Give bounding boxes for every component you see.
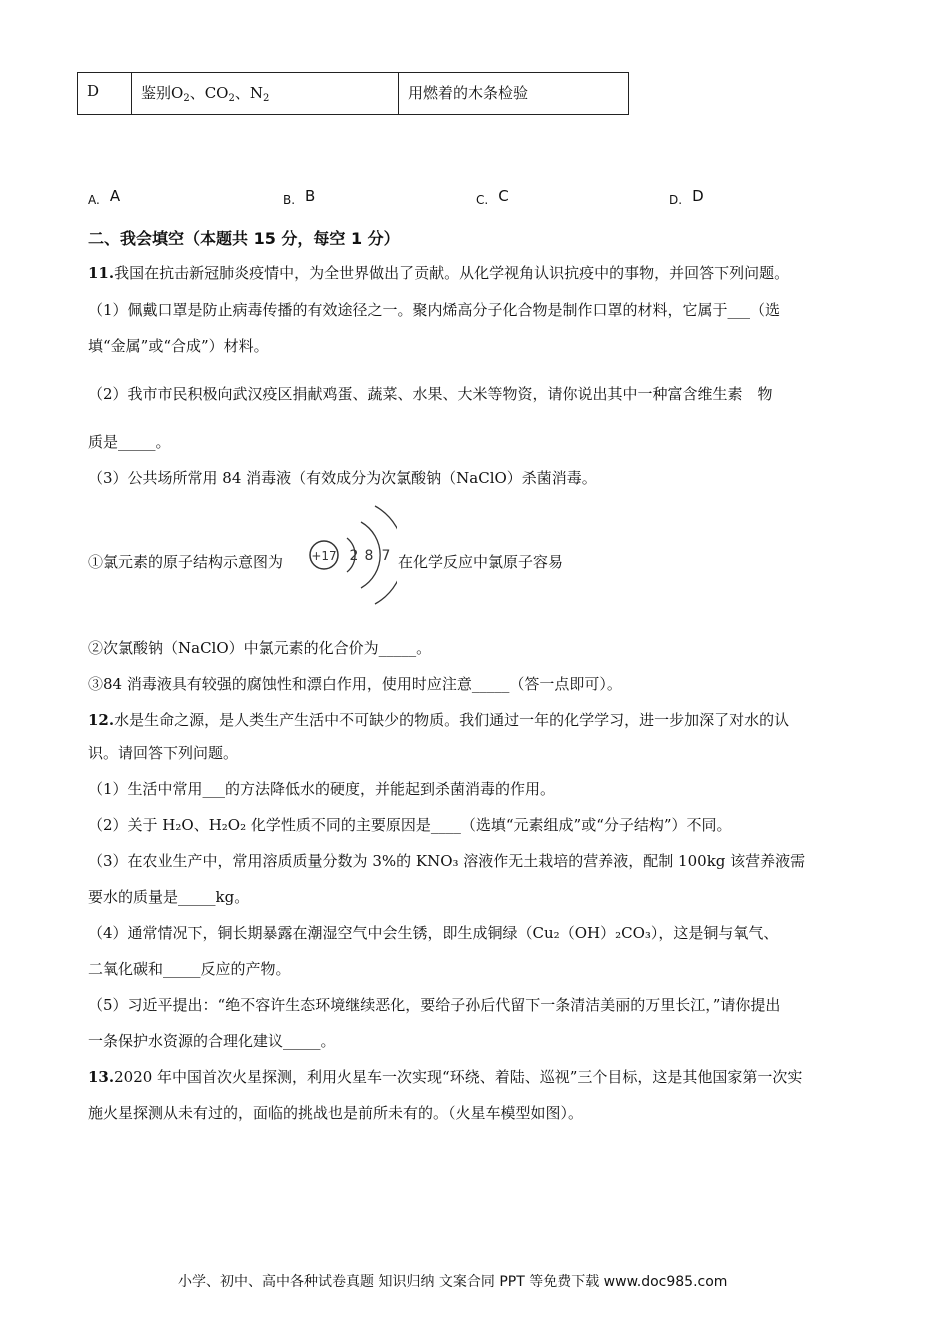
choice-value: A bbox=[109, 187, 121, 205]
choice-b[interactable] bbox=[283, 187, 316, 208]
q12-stem-line1 bbox=[88, 709, 789, 730]
experiment-text-2: 、CO bbox=[189, 84, 229, 102]
section-title: 二、我会填空（本题共 15 分，每空 1 分） bbox=[88, 229, 400, 248]
atom-nucleus-label: +17 bbox=[311, 549, 337, 563]
question-stem: 2020 年中国首次火星探测，利用火星车一次实现“环绕、着陆、巡视”三个目标，这是其他国家第一次实 bbox=[114, 1068, 803, 1086]
choice-letter: D. bbox=[669, 193, 683, 207]
choice-letter: B. bbox=[283, 193, 296, 207]
q11-part2-line2: 质是_____。 bbox=[88, 433, 171, 451]
subscript: 2 bbox=[183, 93, 190, 104]
q11-part3-b: ②次氯酸钠（NaClO）中氯元素的化合价为_____。 bbox=[88, 639, 432, 657]
q11-part3-a-post: 在化学反应中氯原子容易 bbox=[398, 553, 564, 571]
q12-stem-line2: 识。请回答下列问题。 bbox=[88, 744, 239, 762]
q11-part3-c: ③84 消毒液具有较强的腐蚀性和漂白作用，使用时应注意_____（答一点即可）。 bbox=[88, 675, 622, 693]
table-cell-option: D bbox=[78, 73, 132, 115]
question-stem: 我国在抗击新冠肺炎疫情中，为全世界做出了贡献。从化学视角认识抗疫中的事物，并回答下列问题。 bbox=[114, 264, 790, 282]
choice-value: B bbox=[305, 187, 316, 205]
q12-part4-line1: （4）通常情况下，铜长期暴露在潮湿空气中会生锈，即生成铜绿（Cu₂（OH）₂CO₃），这是铜与氧气、 bbox=[88, 924, 779, 942]
q12-part2: （2）关于 H₂O、H₂O₂ 化学性质不同的主要原因是____（选填“元素组成”或“分子结构”）不同。 bbox=[88, 816, 732, 834]
question-number: 12. bbox=[88, 711, 115, 729]
question-number: 11. bbox=[88, 264, 115, 282]
subscript: 2 bbox=[228, 93, 235, 104]
q11-part1-line1: （1）佩戴口罩是防止病毒传播的有效途径之一。聚内烯高分子化合物是制作口罩的材料，它属于___（选 bbox=[88, 301, 781, 319]
q12-part5-line2: 一条保护水资源的合理化建议_____。 bbox=[88, 1032, 336, 1050]
choice-value: D bbox=[692, 187, 704, 205]
atom-shell-label: 2 bbox=[349, 548, 359, 564]
q11-part2-line1: （2）我市市民积极向武汉疫区捐献鸡蛋、蔬菜、水果、大米等物资，请你说出其中一种富含维生素 物 bbox=[88, 385, 773, 403]
choice-d[interactable] bbox=[669, 187, 704, 208]
q12-part5-line1: （5）习近平提出：“绝不容许生态环境继续恶化，要给子孙后代留下一条清洁美丽的万里长江，”请你提出 bbox=[88, 996, 781, 1014]
table-row bbox=[78, 73, 629, 115]
chlorine-atom-diagram bbox=[305, 500, 397, 610]
choice-value: C bbox=[498, 187, 509, 205]
choice-a[interactable] bbox=[88, 187, 121, 208]
q11-part1-line2: 填“金属”或“合成”）材料。 bbox=[88, 337, 269, 355]
question-stem: 水是生命之源，是人类生产生活中不可缺少的物质。我们通过一年的化学学习，进一步加深了对水的认 bbox=[114, 711, 790, 729]
choice-c[interactable] bbox=[476, 187, 509, 208]
atom-shell-label: 8 bbox=[364, 548, 374, 564]
q13-stem-line1 bbox=[88, 1066, 802, 1087]
q11-part3-a-pre: ①氯元素的原子结构示意图为 bbox=[88, 553, 284, 571]
subscript: 2 bbox=[262, 93, 270, 104]
q12-part4-line2: 二氧化碳和_____反应的产物。 bbox=[88, 960, 291, 978]
option-table bbox=[77, 72, 629, 115]
page-footer: 小学、初中、高中各种试卷真题 知识归纳 文案合同 PPT 等免费下载 www.doc985.com bbox=[178, 1274, 728, 1290]
experiment-text-3: 、N bbox=[234, 84, 263, 102]
q13-stem-line2: 施火星探测从未有过的，面临的挑战也是前所未有的。（火星车模型如图）。 bbox=[88, 1104, 584, 1122]
q12-part3-line2: 要水的质量是_____kg。 bbox=[88, 888, 250, 906]
choice-letter: C. bbox=[476, 193, 489, 207]
experiment-text-1: 鉴别O bbox=[141, 84, 184, 102]
table-cell-method: 用燃着的木条检验 bbox=[399, 73, 629, 115]
q12-part3-line1: （3）在农业生产中，常用溶质质量分数为 3%的 KNO₃ 溶液作无土栽培的营养液，配制 100kg 该营养液需 bbox=[88, 852, 806, 870]
q11-part3: （3）公共场所常用 84 消毒液（有效成分为次氯酸钠（NaClO）杀菌消毒。 bbox=[88, 469, 597, 487]
atom-shell-label: 7 bbox=[381, 548, 391, 564]
q11-stem bbox=[88, 262, 789, 283]
question-number: 13. bbox=[88, 1068, 115, 1086]
q12-part1: （1）生活中常用___的方法降低水的硬度，并能起到杀菌消毒的作用。 bbox=[88, 780, 556, 798]
choice-letter: A. bbox=[88, 193, 100, 207]
table-cell-experiment bbox=[132, 73, 399, 115]
